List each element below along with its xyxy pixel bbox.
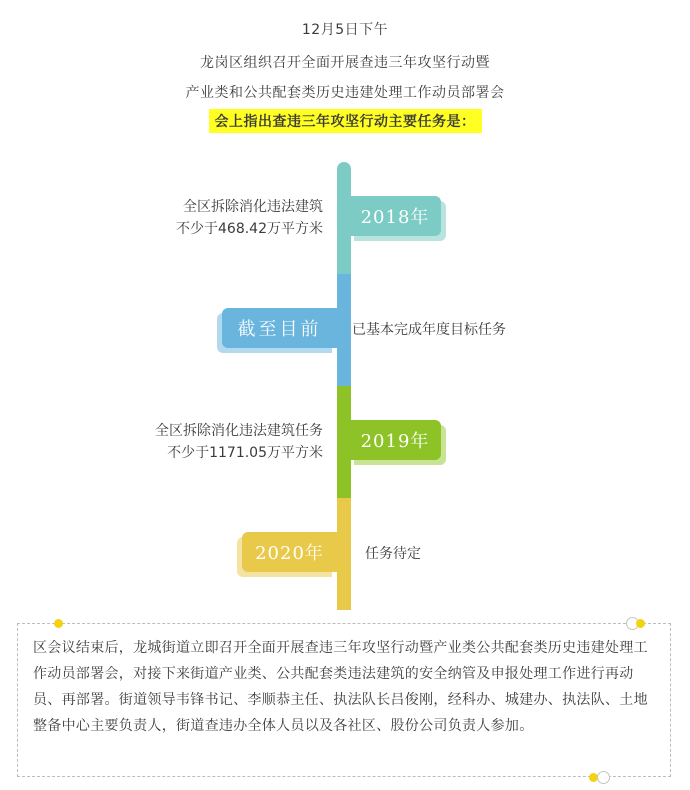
summary-box xyxy=(17,623,671,777)
timeline-text-2018 xyxy=(176,196,323,240)
timeline-label-2018: 2018年 xyxy=(349,196,441,236)
timeline-segment-2020 xyxy=(337,498,351,610)
timeline-text-line: 全区拆除消化违法建筑任务 xyxy=(155,423,323,439)
timeline-text-line: 已基本完成年度目标任务 xyxy=(352,322,506,338)
decorative-dot-icon xyxy=(54,619,63,628)
highlight-wrapper xyxy=(0,109,690,133)
timeline-label-2019: 2019年 xyxy=(349,420,441,460)
timeline-text-line: 全区拆除消化违法建筑 xyxy=(183,199,323,215)
timeline-segment-current xyxy=(337,274,351,386)
summary-paragraph: 区会议结束后，龙城街道立即召开全面开展查违三年攻坚行动暨产业类公共配套类历史违建处理工作动员部署会，对接下来街道产业类、公共配套类违法建筑的安全纳管及申报处理工作进行再动员、再部署。街道领导韦锋书记、李顺恭主任、执法队长吕俊刚，经科办、城建办、执法队、土地整备中心主要负责人，街道查违办全体人员以及各社区、股份公司负责人参加。 xyxy=(33,640,648,734)
timeline-text-2019 xyxy=(155,420,323,464)
timeline-text-current xyxy=(352,319,506,341)
timeline-text-line: 任务待定 xyxy=(365,546,421,562)
highlighted-heading: 会上指出查违三年攻坚行动主要任务是： xyxy=(209,109,482,133)
timeline-label-2020: 2020年 xyxy=(242,532,337,572)
meeting-title-line-1: 龙岗区组织召开全面开展查违三年攻坚行动暨 xyxy=(200,55,490,71)
meeting-date: 12月5日下午 xyxy=(301,22,389,38)
timeline-text-line: 不少于1171.05万平方米 xyxy=(167,445,323,461)
meeting-title-line-2: 产业类和公共配套类历史违建处理工作动员部署会 xyxy=(185,85,505,101)
timeline-label-current: 截至目前 xyxy=(222,308,337,348)
decorative-ring-icon xyxy=(597,771,610,784)
timeline-text-2020 xyxy=(365,543,421,565)
decorative-dot-icon xyxy=(636,619,645,628)
timeline-text-line: 不少于468.42万平方米 xyxy=(176,221,323,237)
